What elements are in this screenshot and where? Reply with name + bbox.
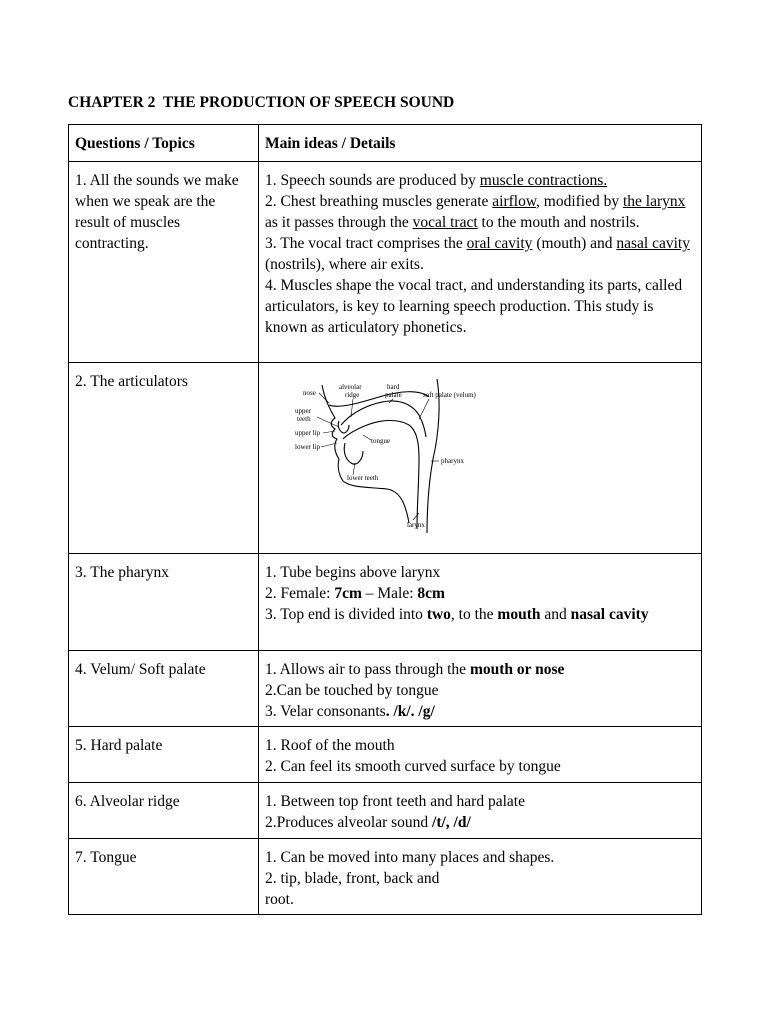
detail-text: 2. Can feel its smooth curved surface by tongue	[265, 758, 561, 775]
underlined-term: muscle contractions.	[479, 172, 608, 189]
bold-term: 7cm	[334, 585, 362, 602]
topic-cell: 5. Hard palate	[69, 727, 259, 783]
detail-text: 3. Velar consonants	[265, 703, 386, 720]
label-larynx: larynx	[407, 521, 425, 529]
detail-line	[265, 735, 695, 756]
detail-text: 2. Female:	[265, 585, 335, 602]
table-row	[69, 727, 702, 783]
topic-cell: 4. Velum/ Soft palate	[69, 651, 259, 727]
details-cell	[259, 162, 702, 363]
pointer-upper-teeth	[317, 417, 339, 427]
table-row	[69, 839, 702, 915]
label-pharynx: pharynx	[441, 457, 464, 465]
detail-line	[265, 889, 695, 910]
detail-text: 2.Can be touched by tongue	[265, 682, 439, 699]
label-upper-teeth: upper	[295, 407, 311, 415]
table-header-row	[69, 125, 702, 162]
detail-text: 3. The vocal tract comprises the	[265, 235, 467, 252]
detail-line	[265, 659, 695, 680]
detail-line	[265, 170, 697, 191]
detail-text: 1. Roof of the mouth	[265, 737, 395, 754]
bold-term: two	[426, 606, 451, 623]
underlined-term: airflow	[492, 193, 537, 210]
detail-text: , to the	[450, 606, 498, 623]
detail-text: 1. Between top front teeth and hard palate	[265, 793, 525, 810]
detail-text: (mouth) and	[532, 235, 617, 252]
detail-line	[265, 680, 695, 701]
detail-line	[265, 583, 695, 604]
detail-text: 3. Top end is divided into	[265, 606, 427, 623]
detail-text: 2. tip, blade, front, back and	[265, 870, 440, 887]
pointer-tongue	[363, 435, 371, 440]
table-row	[69, 651, 702, 727]
label-hard-palate: hard	[387, 383, 400, 391]
label-alveolar-ridge: alveolar	[339, 383, 362, 391]
label-upper-teeth-2: teeth	[297, 415, 311, 423]
label-alveolar-ridge-2: ridge	[345, 391, 360, 399]
detail-text: 2. Chest breathing muscles generate	[265, 193, 493, 210]
diagram-cell	[259, 363, 702, 554]
nasal-outline	[329, 392, 429, 407]
bold-term: mouth	[497, 606, 541, 623]
chapter-title: CHAPTER 2 THE PRODUCTION OF SPEECH SOUND	[68, 94, 455, 111]
detail-line	[265, 756, 695, 777]
label-lower-teeth: lower teeth	[347, 474, 379, 482]
detail-text: (nostrils), where air exits.	[265, 256, 424, 273]
detail-text: to the mouth and nostrils.	[477, 214, 640, 231]
detail-text: 2.Produces alveolar sound	[265, 814, 433, 831]
detail-line	[265, 191, 697, 233]
detail-text: , modified by	[536, 193, 623, 210]
bold-term: . /k/. /g/	[385, 703, 435, 720]
detail-text: root.	[265, 891, 294, 908]
notes-table	[68, 124, 702, 915]
pharynx-wall	[427, 379, 439, 533]
topic-cell: 1. All the sounds we make when we speak are the result of muscles contracting.	[69, 162, 259, 363]
bold-term: mouth or nose	[469, 661, 565, 678]
detail-line	[265, 812, 695, 833]
table-row	[69, 363, 702, 554]
topic-cell: 3. The pharynx	[69, 554, 259, 651]
topic-cell: 2. The articulators	[69, 363, 259, 554]
label-soft-palate: soft palate (velum)	[423, 391, 476, 399]
topic-cell: 7. Tongue	[69, 839, 259, 915]
detail-line	[265, 233, 697, 275]
details-cell	[259, 651, 702, 727]
detail-text: 1. Can be moved into many places and shapes.	[265, 849, 555, 866]
underlined-term: oral cavity	[466, 235, 533, 252]
underlined-term: the larynx	[623, 193, 686, 210]
table-row	[69, 162, 702, 363]
topic-cell: 6. Alveolar ridge	[69, 783, 259, 839]
detail-line	[265, 868, 695, 889]
bold-term: nasal cavity	[570, 606, 649, 623]
lower-teeth-outline	[344, 443, 363, 464]
detail-text: as it passes through the	[265, 214, 413, 231]
detail-line	[265, 275, 697, 338]
label-tongue: tongue	[371, 437, 391, 445]
pointer-larynx	[413, 513, 419, 520]
underlined-term: vocal tract	[412, 214, 478, 231]
details-cell	[259, 839, 702, 915]
table-row	[69, 783, 702, 839]
detail-line	[265, 847, 695, 868]
detail-text: – Male:	[361, 585, 418, 602]
label-nose: nose	[303, 389, 316, 397]
label-hard-palate-2: palate	[385, 391, 402, 399]
table-row	[69, 554, 702, 651]
details-cell	[259, 783, 702, 839]
bold-term: 8cm	[417, 585, 445, 602]
header-questions-topics: Questions / Topics	[69, 125, 259, 162]
detail-text: 1. Speech sounds are produced by	[265, 172, 480, 189]
details-cell	[259, 727, 702, 783]
underlined-term: nasal cavity	[616, 235, 690, 252]
header-main-ideas: Main ideas / Details	[259, 125, 702, 162]
detail-text: and	[540, 606, 571, 623]
detail-line	[265, 604, 695, 625]
detail-text: 4. Muscles shape the vocal tract, and understanding its parts, called articulators, is key to learning speech production. This study is known as articulatory phonetics.	[265, 277, 683, 336]
label-upper-lip: upper lip	[295, 429, 321, 437]
bold-term: /t/, /d/	[432, 814, 471, 831]
detail-line	[265, 562, 695, 583]
detail-text: 1. Tube begins above larynx	[265, 564, 441, 581]
articulators-diagram	[259, 363, 701, 547]
detail-line	[265, 701, 695, 722]
detail-text: 1. Allows air to pass through the	[265, 661, 470, 678]
label-lower-lip: lower lip	[295, 443, 321, 451]
pointer-soft-palate	[419, 399, 429, 419]
details-cell	[259, 554, 702, 651]
detail-line	[265, 791, 695, 812]
